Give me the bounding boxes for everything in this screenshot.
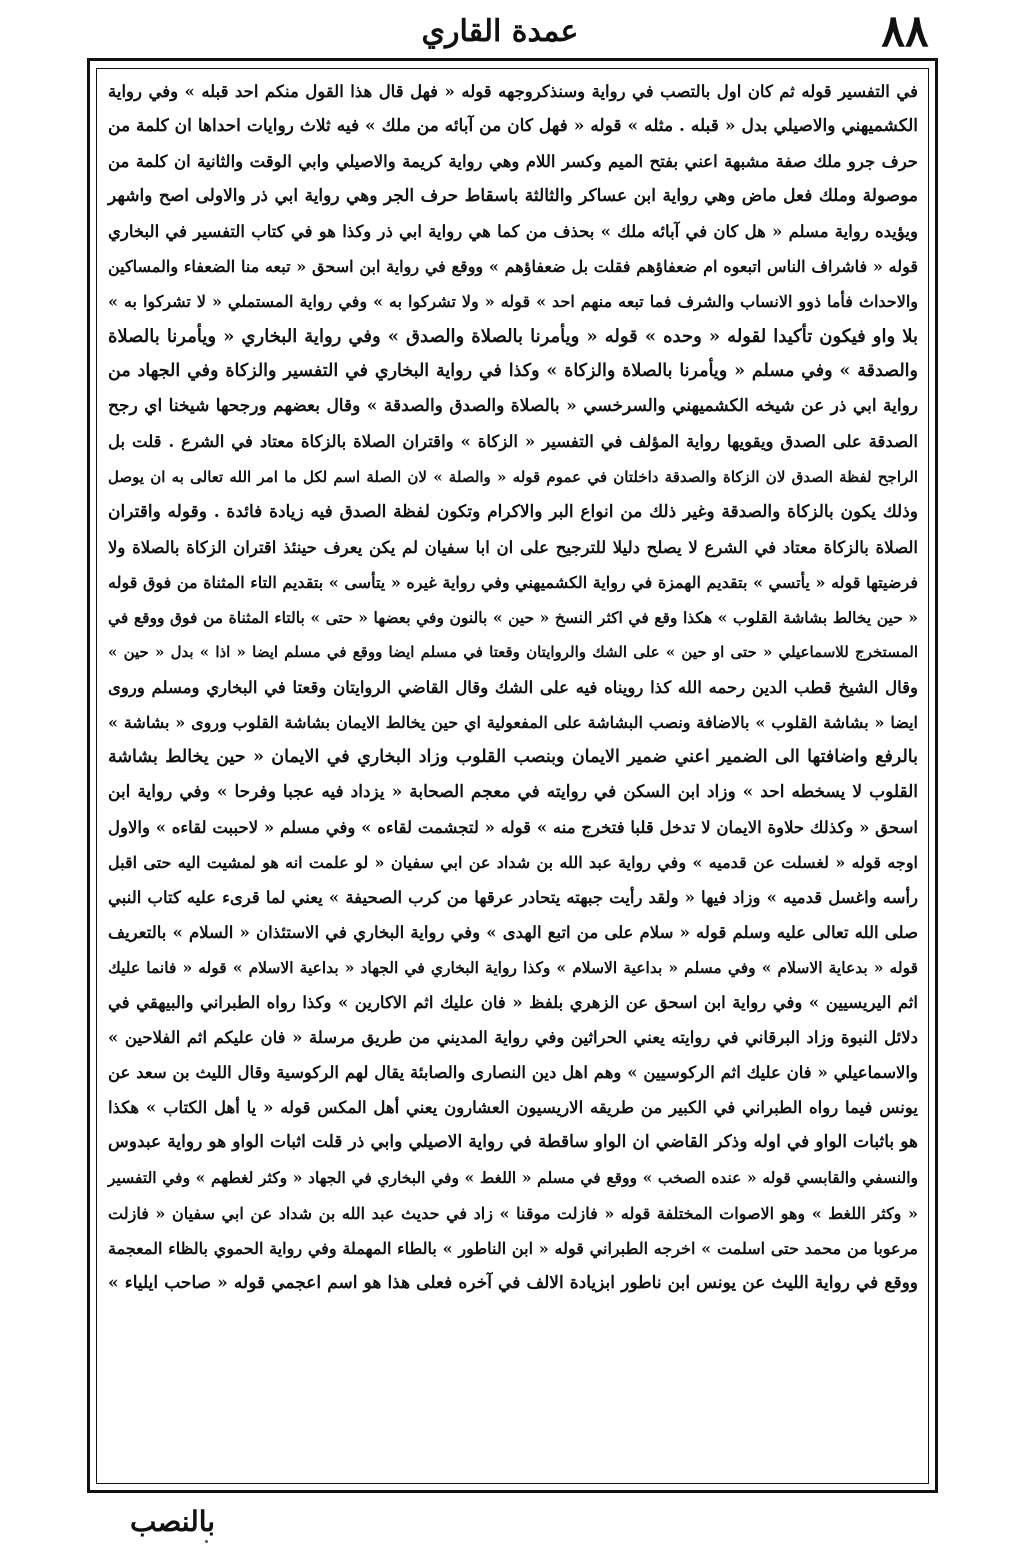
text-line: وقال الشيخ قطب الدين رحمه الله كذا رويناه فيه على الشك وقال القاضي الروايتان وقعتا في البخاري ومسلم وروى — [108, 677, 918, 697]
text-line: « حين يخالط بشاشة القلوب » هكذا وقع في اكثر النسخ « حين » بالنون وفي بعضها « حتى » بالتاء المثناة من فوق ووقع في — [108, 607, 918, 627]
text-line: يونس فيما رواه الطبراني في الكبير من طريقه الاريسيون العشارون يعني أهل المكس قوله « يا أهل الكتاب » هكذا — [108, 1098, 918, 1118]
text-line: صلى الله تعالى عليه وسلم قوله « سلام على من اتبع الهدى » وفي رواية البخاري في الاستئذان « السلام » بالتعريف — [108, 923, 918, 943]
text-line: رأسه واغسل قدميه » وزاد فيها « ولقد رأيت جبهته يتحادر عرقها من كرب الصحيفة » يعني لما قرىء عليه كتاب النبي — [108, 888, 918, 908]
text-line: اوجه قوله « لغسلت عن قدميه » وفي رواية عبد الله بن شداد عن ابي سفيان « لو علمت انه هو لمشيت اليه حتى اقبل — [108, 853, 918, 873]
text-line: والنسفي والقابسي قوله « عنده الصخب » ووقع في مسلم « اللغط » وفي البخاري في الجهاد « وكثر لغطهم » وفي التفسير — [108, 1168, 918, 1188]
text-line: حرف جرو ملك صفة مشبهة اعني بفتح الميم وكسر اللام وهي رواية كريمة والاصيلي وابي الوقت والثانية ان كلمة من — [108, 152, 918, 172]
text-line: الراجح لفظة الصدق لان الزكاة والصدقة داخلتان في عموم قوله « والصلة » لان الصلة اسم لكل ما امر الله تعالى به ان يوصل — [108, 467, 918, 486]
text-line: ويؤيده رواية مسلم « هل كان في آبائه ملك » بحذف من كما هي رواية ابي ذر وكذا هو في كتاب التفسير في البخاري — [108, 222, 918, 242]
text-line: دلائل النبوة وزاد البرقاني في روايته يعني الحراثين وفي رواية المديني من طريق مرسلة « فان عليكم اثم الفلاحين » — [108, 1028, 918, 1048]
ink-speck — [205, 1540, 208, 1543]
text-line: رواية ابي ذر عن شيخه الكشميهني والسرخسي « بالصلاة والصدق والصدقة » وقال بعضهم ورجحها شيخنا اي رجح — [108, 396, 918, 417]
running-title: عمدة القاري — [421, 14, 579, 49]
body-text — [100, 74, 926, 1478]
text-line: والاحداث فأما ذوو الانساب والشرف فما تبعه منهم احد » قوله « ولا تشركوا به » وفي رواية المستملي « لا تشركوا به » — [108, 292, 918, 312]
text-line: مرعوبا من محمد حتى اسلمت » اخرجه الطبراني قوله « ابن الناطور » بالطاء المهملة وفي رواية الحموي بالظاء المعجمة — [108, 1238, 918, 1258]
text-line: القلوب لا يسخطه احد » وزاد ابن السكن في روايته في معجم الصحابة « يزداد فيه عجبا وفرحا » وفي رواية ابن — [108, 781, 918, 802]
text-line: قوله « بدعاية الاسلام » وفي مسلم « بداعية الاسلام » وكذا رواية البخاري في الجهاد « بداعية الاسلام » قوله « فانما عليك — [108, 958, 918, 978]
text-line: وذلك يكون بالزكاة والصدقة وغير ذلك من انواع البر والاكرام وتكون لفظة الصدق فيه زيادة فائدة . وقوله واقتران — [108, 501, 918, 522]
text-line: اسحق « وكذلك حلاوة الايمان لا تدخل قلبا فتخرج منه » قوله « لتجشمت لقاءه » وفي مسلم « لاحببت لقاءه » والاول — [108, 817, 918, 837]
text-line: الكشميهني والاصيلي بدل « قبله . مثله » قوله « فهل كان من آبائه من ملك » فيه ثلاث روايات احداها ان كلمة من — [108, 116, 918, 137]
text-line: هو باثبات الواو في اوله وذكر القاضي ان الواو ساقطة في رواية الاصيلي وابي ذر قلت اثبات الواو هو رواية عبدوس — [108, 1132, 918, 1153]
text-line: الصلاة بالزكاة معتاد في الشرع لا يصلح دليلا للترجيح على ان ابا سفيان لم يكن يعرف حينئذ اقتران الزكاة بالصلاة ولا — [108, 537, 918, 557]
catchword: بالنصب — [130, 1505, 216, 1538]
page-number: ٨٨ — [881, 6, 929, 57]
text-line: بالرفع واضافتها الى الضمير اعني ضمير الايمان وبنصب القلوب وزاد البخاري في الايمان « حين يخالط بشاشة — [108, 746, 918, 767]
text-line: فرضيتها قوله « يأتسي » بتقديم الهمزة في رواية الكشميهني وفي رواية غيره « يتأسى » بتقديم التاء المثناة من فوق قوله — [108, 572, 918, 592]
text-line: قوله « فاشراف الناس اتبعوه ام ضعفاؤهم فقلت بل ضعفاؤهم » ووقع في رواية ابن اسحق « تبعه منا الضعفاء والمساكين — [108, 257, 918, 277]
text-line: ووقع في رواية الليث عن يونس ابن ناطور ابزيادة الالف في آخره فعلى هذا هو اسم اعجمي قوله « صاحب ايلياء » — [108, 1272, 918, 1293]
text-line: اثم اليريسيين » وفي رواية ابن اسحق عن الزهري بلفظ « فان عليك اثم الاكارين » وكذا رواه الطبراني والبيهقي في — [108, 993, 918, 1013]
text-line: « وكثر اللغط » وهو الاصوات المختلفة قوله « فازلت موقنا » زاد في حديث عبد الله بن شداد عن ابي سفيان « فازلت — [108, 1203, 918, 1223]
text-line: المستخرج للاسماعيلي « حتى او حين » على الشك والروايتان وقعتا في مسلم ايضا ووقع في مسلم ايضا « اذا » بدل « حين » — [108, 642, 918, 661]
text-line: في التفسير قوله ثم كان اول بالتصب في رواية وسنذكروجهه قوله « فهل قال هذا القول منكم احد قبله » وفي رواية — [108, 82, 918, 101]
text-line: موصولة وملك فعل ماض وهي رواية ابن عساكر والثالثة باسقاط حرف الجر وهي رواية ابي ذر والاولى اصح واشهر — [108, 186, 918, 207]
text-line: والاسماعيلي « فان عليك اثم الركوسيين » وهم اهل دين النصارى والصابئة يقال لهم الركوسية وقال الليث بن سعد عن — [108, 1063, 918, 1083]
text-line: الصدقة على الصدق ويقويها رواية المؤلف في التفسير « الزكاة » واقتران الصلاة بالزكاة معتاد في الشرع . قلت بل — [108, 432, 918, 452]
text-line: ايضا « بشاشة القلوب » بالاضافة ونصب البشاشة على المفعولية اي حين يخالط الايمان بشاشة القلوب وروى « بشاشة » — [108, 712, 918, 732]
text-line: والصدقة » وفي مسلم « ويأمرنا بالصلاة والزكاة » وكذا في رواية البخاري في التفسير والزكاة وفي الجهاد من — [108, 361, 918, 382]
text-line: بلا واو فيكون تأكيدا لقوله « وحده » قوله « ويأمرنا بالصلاة والصدق » وفي رواية البخاري « ويأمرنا بالصلاة — [108, 326, 918, 348]
